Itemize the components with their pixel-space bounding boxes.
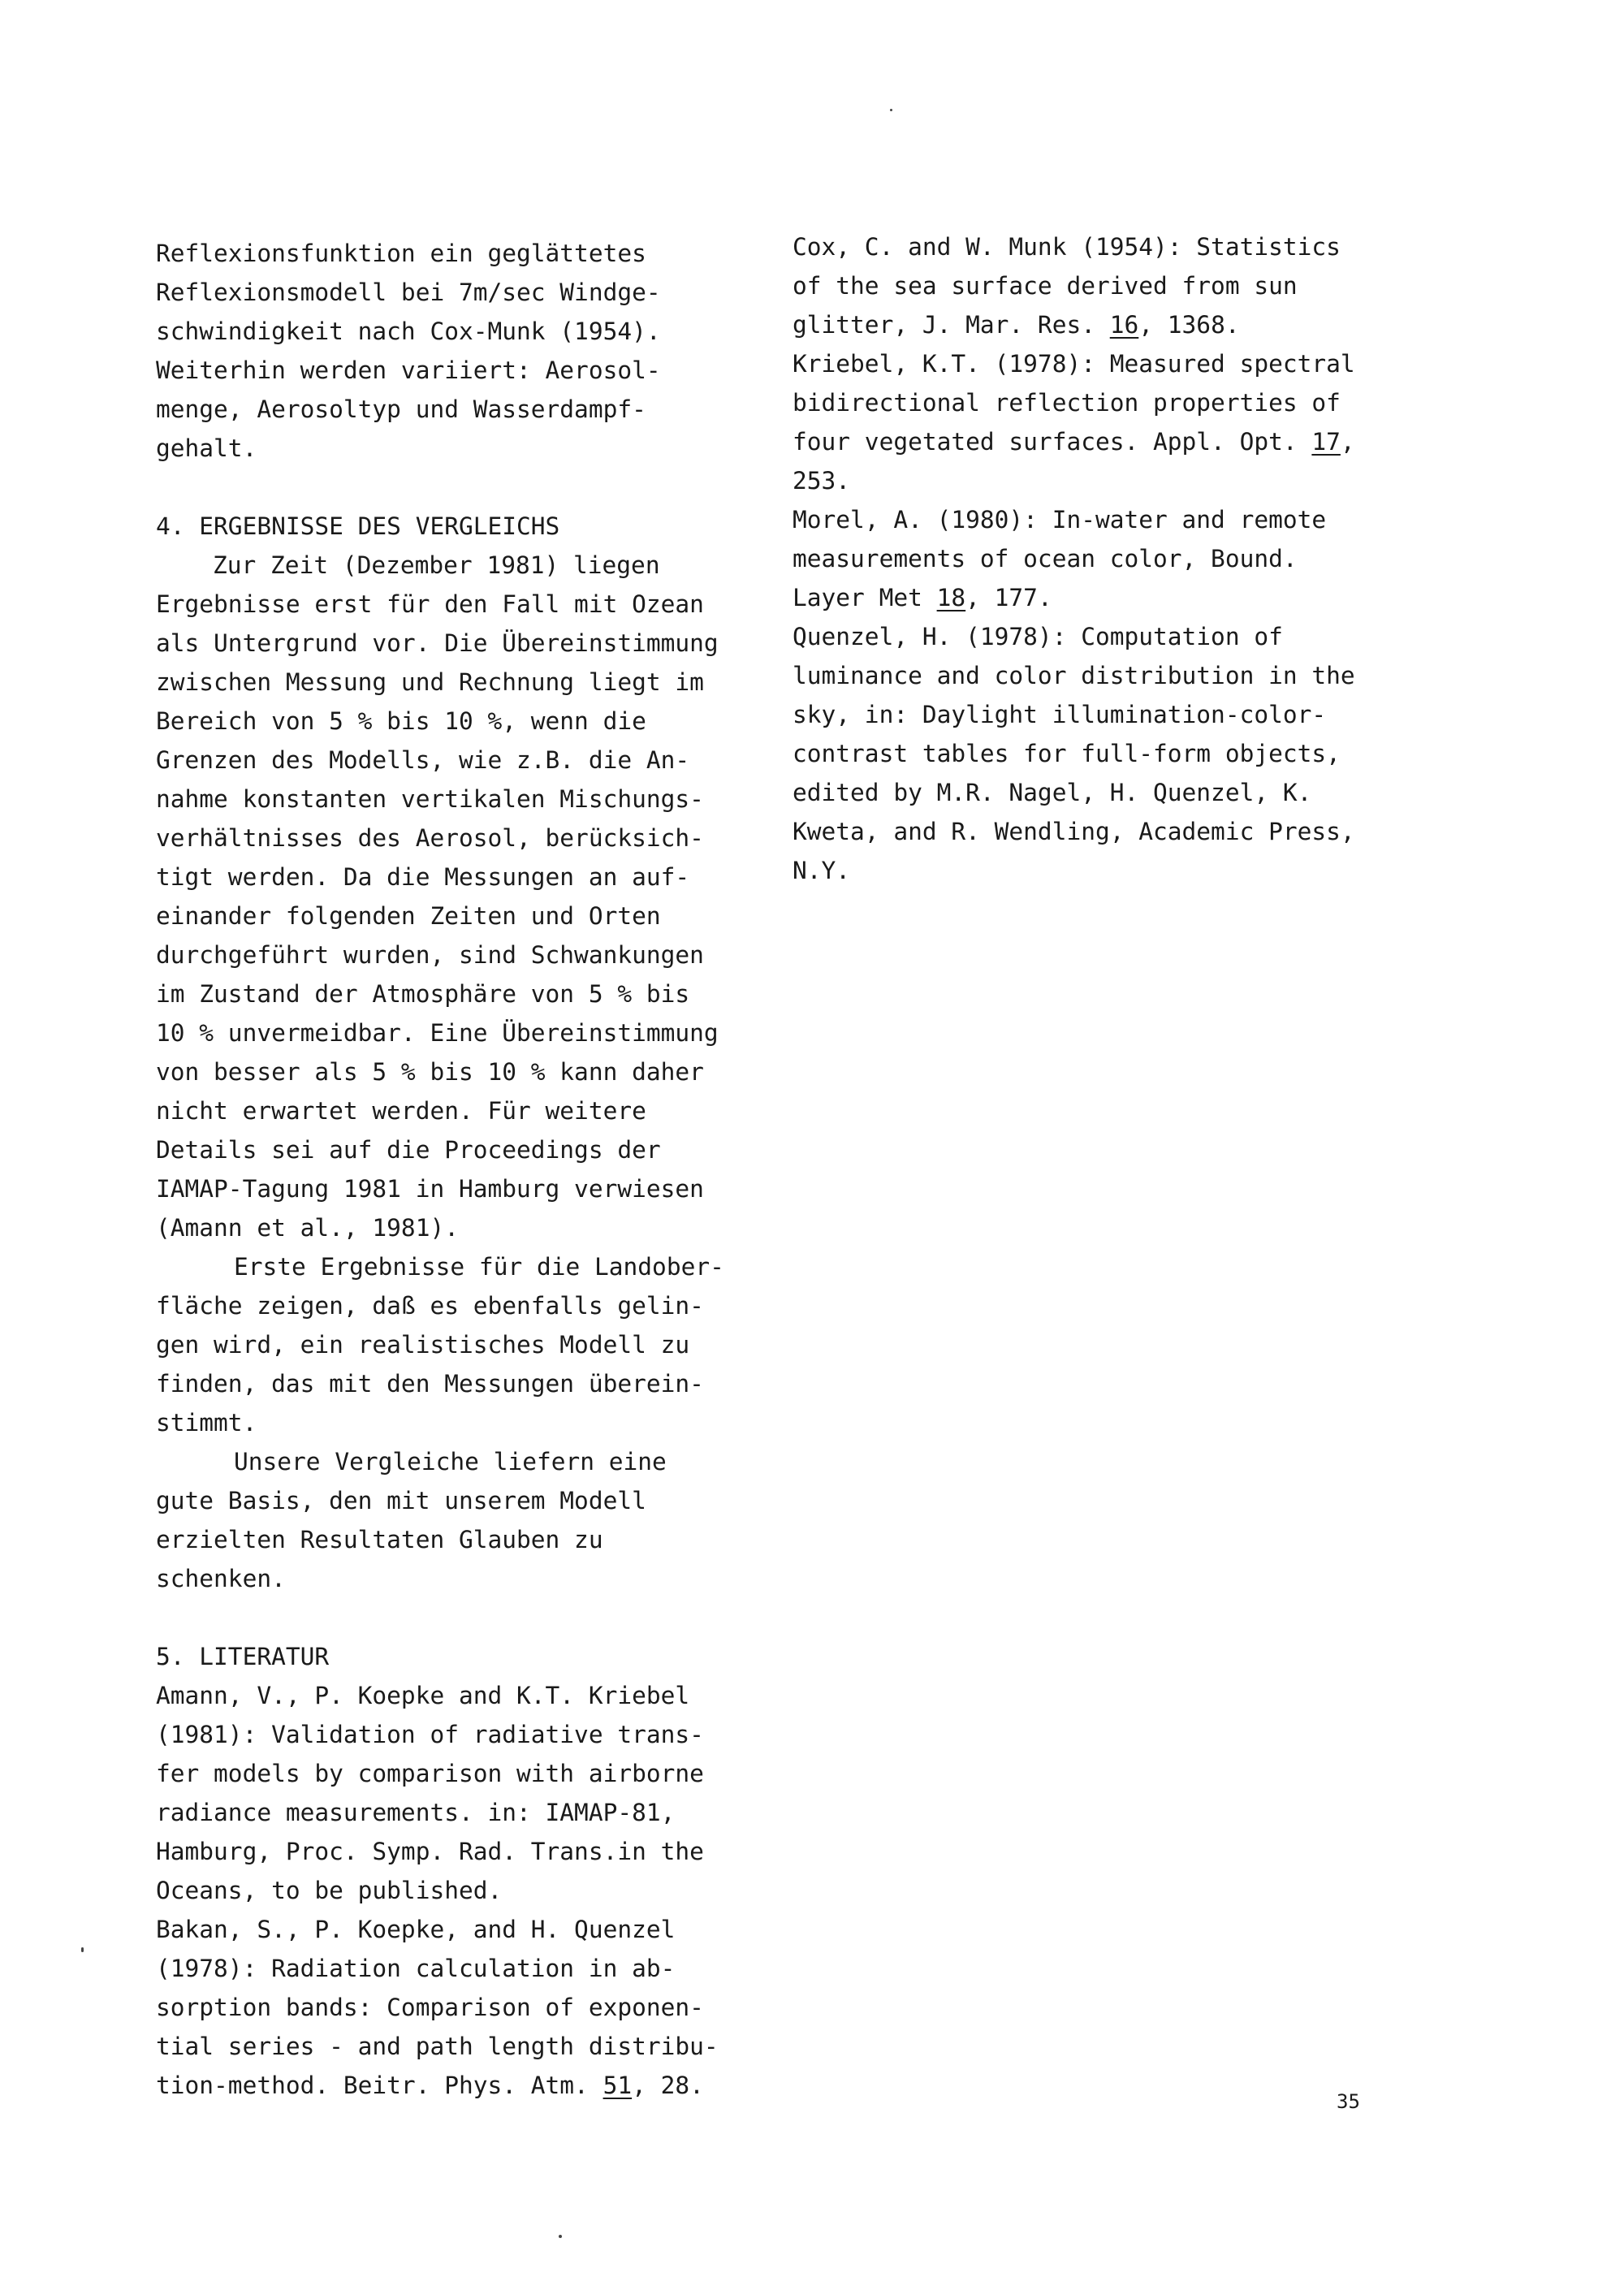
volume-number: 18: [936, 584, 966, 611]
body-text-line: gehalt.: [156, 434, 257, 462]
body-text-line: durchgeführt wurden, sind Schwankungen: [156, 941, 704, 969]
scan-speck: [81, 1947, 84, 1952]
reference-line: (1981): Validation of radiative trans-: [156, 1721, 704, 1748]
reference-line: 253.: [793, 467, 851, 495]
reference-line: (1978): Radiation calculation in ab-: [156, 1955, 676, 1982]
reference-text: , 177.: [965, 584, 1052, 611]
reference-text: ,: [1340, 428, 1355, 456]
reference-line: Amann, V., P. Koepke and K.T. Kriebel: [156, 1682, 690, 1709]
reference-text: Layer Met: [793, 584, 937, 611]
reference-line: sorption bands: Comparison of exponen-: [156, 1994, 704, 2021]
reference-line: sky, in: Daylight illumination-color-: [793, 701, 1327, 728]
body-text-line: zwischen Messung und Rechnung liegt im: [156, 668, 704, 696]
reference-line: [793, 313, 1240, 338]
body-text-line: von besser als 5 % bis 10 % kann daher: [156, 1058, 704, 1086]
reference-line: Kriebel, K.T. (1978): Measured spectral: [793, 350, 1355, 378]
reference-line: [793, 430, 1355, 455]
body-text-line: einander folgenden Zeiten und Orten: [156, 902, 661, 930]
reference-line: Kweta, and R. Wendling, Academic Press,: [793, 818, 1355, 845]
body-text-line: Bereich von 5 % bis 10 %, wenn die: [156, 707, 646, 735]
reference-text: four vegetated surfaces. Appl. Opt.: [793, 428, 1312, 456]
volume-number: 16: [1109, 311, 1139, 339]
body-text-line: Reflexionsmodell bei 7m/sec Windge-: [156, 279, 661, 306]
body-text-line: erzielten Resultaten Glauben zu: [156, 1526, 603, 1553]
reference-line: of the sea surface derived from sun: [793, 272, 1298, 300]
reference-line: Quenzel, H. (1978): Computation of: [793, 623, 1283, 650]
body-text-line: als Untergrund vor. Die Übereinstimmung: [156, 629, 719, 657]
reference-line: N.Y.: [793, 857, 851, 884]
body-text-line: stimmt.: [156, 1409, 257, 1437]
reference-line: radiance measurements. in: IAMAP-81,: [156, 1799, 676, 1826]
reference-line: measurements of ocean color, Bound.: [793, 545, 1298, 572]
section-heading-5: 5. LITERATUR: [156, 1643, 330, 1670]
body-text-line: gen wird, ein realistisches Modell zu: [156, 1331, 690, 1359]
body-text-line: (Amann et al., 1981).: [156, 1214, 459, 1242]
reference-line: Oceans, to be published.: [156, 1877, 503, 1904]
reference-line: [793, 586, 1052, 611]
body-text-line: tigt werden. Da die Messungen an auf-: [156, 863, 690, 891]
section-heading-4: 4. ERGEBNISSE DES VERGLEICHS: [156, 512, 560, 540]
body-text-line: Weiterhin werden variiert: Aerosol-: [156, 356, 661, 384]
reference-line: bidirectional reflection properties of: [793, 389, 1341, 417]
body-text-line: fläche zeigen, daß es ebenfalls gelin-: [156, 1292, 704, 1320]
volume-number: 51: [603, 2072, 633, 2099]
reference-line: contrast tables for full-form objects,: [793, 740, 1341, 767]
body-text-line: Zur Zeit (Dezember 1981) liegen: [213, 551, 660, 579]
body-text-line: nicht erwartet werden. Für weitere: [156, 1097, 646, 1125]
body-text-line: nahme konstanten vertikalen Mischungs-: [156, 785, 704, 813]
reference-text: glitter, J. Mar. Res.: [793, 311, 1110, 339]
reference-text: , 1368.: [1138, 311, 1240, 339]
page-number: 35: [1337, 2090, 1360, 2113]
reference-line: luminance and color distribution in the: [793, 662, 1355, 689]
body-text-line: schenken.: [156, 1565, 286, 1592]
reference-line: fer models by comparison with airborne: [156, 1760, 704, 1787]
body-text-line: Unsere Vergleiche liefern eine: [234, 1448, 667, 1476]
body-text-line: Details sei auf die Proceedings der: [156, 1136, 661, 1164]
body-text-line: Ergebnisse erst für den Fall mit Ozean: [156, 590, 704, 618]
body-text-line: 10 % unvermeidbar. Eine Übereinstimmung: [156, 1019, 719, 1047]
body-text-line: gute Basis, den mit unserem Modell: [156, 1487, 646, 1514]
reference-line: Cox, C. and W. Munk (1954): Statistics: [793, 233, 1341, 261]
body-text-line: Grenzen des Modells, wie z.B. die An-: [156, 746, 690, 774]
body-text-line: schwindigkeit nach Cox-Munk (1954).: [156, 318, 661, 345]
scan-speck: [890, 109, 892, 111]
reference-line: [156, 2074, 704, 2098]
body-text-line: verhältnisses des Aerosol, berücksich-: [156, 824, 704, 852]
body-text-line: Reflexionsfunktion ein geglättetes: [156, 240, 646, 267]
reference-text: , 28.: [632, 2072, 704, 2099]
scan-speck: [559, 2235, 562, 2238]
body-text-line: Erste Ergebnisse für die Landober-: [234, 1253, 724, 1281]
reference-line: Morel, A. (1980): In-water and remote: [793, 506, 1327, 534]
volume-number: 17: [1311, 428, 1341, 456]
body-text-line: IAMAP-Tagung 1981 in Hamburg verwiesen: [156, 1175, 704, 1203]
reference-line: tial series - and path length distribu-: [156, 2033, 719, 2060]
body-text-line: finden, das mit den Messungen überein-: [156, 1370, 704, 1398]
reference-text: tion-method. Beitr. Phys. Atm.: [156, 2072, 603, 2099]
reference-line: Bakan, S., P. Koepke, and H. Quenzel: [156, 1916, 676, 1943]
body-text-line: menge, Aerosoltyp und Wasserdampf-: [156, 395, 646, 423]
body-text-line: im Zustand der Atmosphäre von 5 % bis: [156, 980, 690, 1008]
reference-line: Hamburg, Proc. Symp. Rad. Trans.in the: [156, 1838, 704, 1865]
reference-line: edited by M.R. Nagel, H. Quenzel, K.: [793, 779, 1312, 806]
